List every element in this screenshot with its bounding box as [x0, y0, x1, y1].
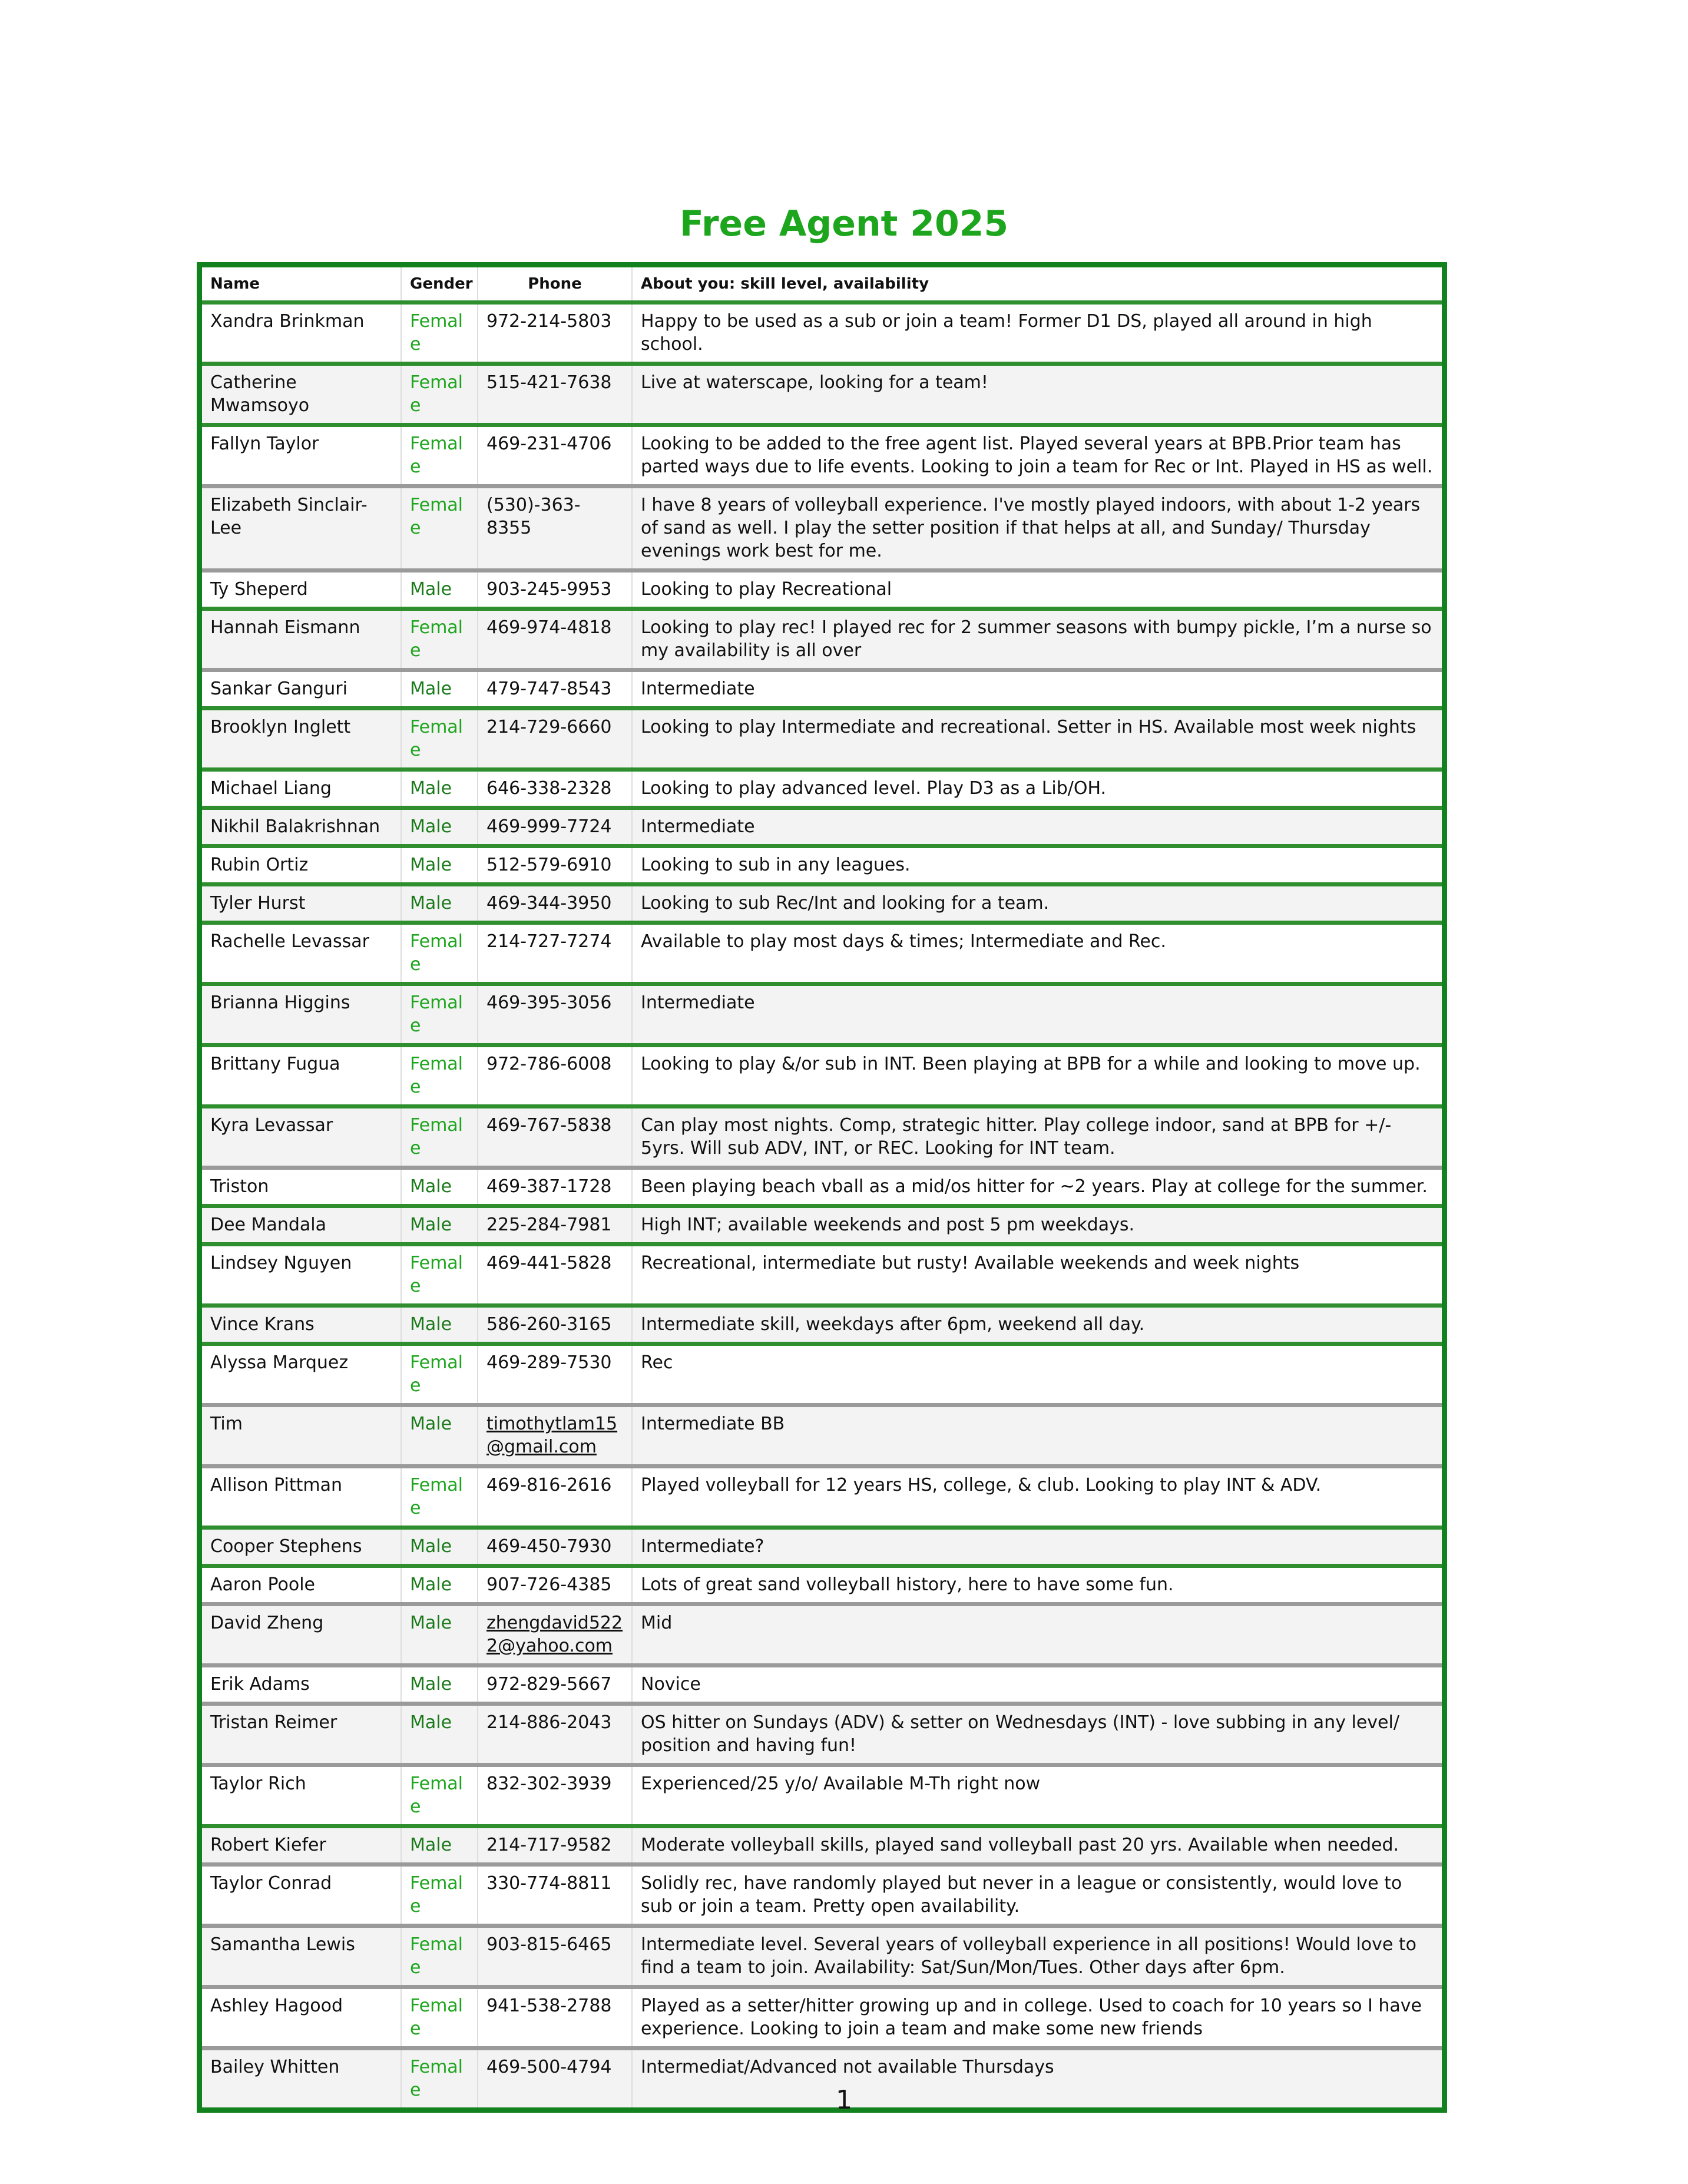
table-row	[202, 609, 1442, 670]
cell-gender: Male	[401, 1704, 478, 1765]
cell-about: Solidly rec, have randomly played but never in a league or consistently, would love to sub or join a team. Pretty open availability.	[632, 1865, 1442, 1926]
cell-email	[478, 1604, 632, 1666]
cell-about: Looking to play rec! I played rec for 2 summer seasons with bumpy pickle, I’m a nurse so my availability is all over	[632, 609, 1442, 670]
cell-gender: Female	[401, 609, 478, 670]
cell-name: Robert Kiefer	[202, 1826, 401, 1865]
cell-phone: 214-717-9582	[478, 1826, 632, 1865]
table-row	[202, 1765, 1442, 1826]
cell-phone: 907-726-4385	[478, 1566, 632, 1604]
cell-about: Can play most nights. Comp, strategic hitter. Play college indoor, sand at BPB for +/- 5yrs. Will sub ADV, INT, or REC. Looking for INT team.	[632, 1107, 1442, 1168]
table-row	[202, 1604, 1442, 1666]
cell-phone: 646-338-2328	[478, 770, 632, 808]
cell-about: Played as a setter/hitter growing up and in college. Used to coach for 10 years so I have experience. Looking to join a team and make some new friends	[632, 1987, 1442, 2049]
cell-gender: Female	[401, 303, 478, 364]
table-row	[202, 1826, 1442, 1865]
cell-about: Intermediate	[632, 670, 1442, 709]
cell-about: Intermediate BB	[632, 1405, 1442, 1467]
cell-phone: 479-747-8543	[478, 670, 632, 709]
cell-about: Happy to be used as a sub or join a team! Former D1 DS, played all around in high school.	[632, 303, 1442, 364]
table-row	[202, 487, 1442, 571]
table-row	[202, 1666, 1442, 1704]
cell-about: Looking to sub in any leagues.	[632, 846, 1442, 885]
cell-name: Ashley Hagood	[210, 1996, 343, 2016]
cell-gender: Female	[401, 364, 478, 425]
cell-phone: 214-727-7274	[478, 923, 632, 984]
cell-gender: Male	[401, 1604, 478, 1666]
cell-name: Catherine Mwamsoyo	[202, 364, 401, 425]
cell-gender: Male	[401, 846, 478, 885]
table-row	[202, 984, 1442, 1045]
cell-gender: Male	[401, 1168, 478, 1206]
cell-name: Tyler Hurst	[202, 885, 401, 923]
table-row	[202, 1528, 1442, 1566]
cell-phone: (530)-363-8355	[478, 487, 632, 571]
cell-phone: 515-421-7638	[478, 364, 632, 425]
cell-about: Novice	[632, 1666, 1442, 1704]
cell-gender: Male	[401, 1826, 478, 1865]
cell-name: Samantha Lewis	[202, 1926, 401, 1987]
table-row	[202, 923, 1442, 984]
cell-name: Erik Adams	[210, 1674, 310, 1695]
table-row	[202, 1045, 1442, 1107]
email-link[interactable]: zhengdavid5222@yahoo.com	[486, 1613, 623, 1656]
cell-phone: 469-387-1728	[478, 1168, 632, 1206]
cell-name: Cooper Stephens	[202, 1528, 401, 1566]
table-row	[202, 709, 1442, 770]
cell-phone: 832-302-3939	[478, 1765, 632, 1826]
cell-about: Intermediate level. Several years of volleyball experience in all positions! Would love to find a team to join. Availability: Sat/Sun/Mon/Tues. Other days after 6pm.	[632, 1926, 1442, 1987]
table-row	[202, 1704, 1442, 1765]
table-body	[202, 303, 1442, 2108]
table-row	[202, 1168, 1442, 1206]
page-title: Free Agent 2025	[679, 203, 1009, 244]
table-row	[202, 1926, 1442, 1987]
cell-name: Ty Sheperd	[210, 579, 308, 600]
cell-name: Elizabeth Sinclair-Lee	[202, 487, 401, 571]
cell-gender: Female	[401, 2049, 478, 2108]
cell-gender: Female	[401, 1926, 478, 1987]
cell-phone: 972-214-5803	[478, 303, 632, 364]
cell-phone: 512-579-6910	[478, 846, 632, 885]
cell-about: OS hitter on Sundays (ADV) & setter on Wednesdays (INT) - love subbing in any level/ position and having fun!	[632, 1704, 1442, 1765]
table-row	[202, 1865, 1442, 1926]
cell-gender: Male	[401, 1206, 478, 1245]
cell-about: Looking to play &/or sub in INT. Been playing at BPB for a while and looking to move up.	[632, 1045, 1442, 1107]
cell-gender: Female	[401, 1987, 478, 2049]
table-header-row	[202, 267, 1442, 303]
cell-about: Moderate volleyball skills, played sand volleyball past 20 yrs. Available when needed.	[632, 1826, 1442, 1865]
cell-phone: 214-729-6660	[478, 709, 632, 770]
cell-gender: Female	[401, 487, 478, 571]
table-row	[202, 303, 1442, 364]
table-row	[202, 1467, 1442, 1528]
table-row	[202, 1987, 1442, 2049]
cell-gender: Female	[401, 1245, 478, 1306]
cell-gender: Female	[401, 923, 478, 984]
table-row	[202, 846, 1442, 885]
cell-name: Dee Mandala	[202, 1206, 401, 1245]
cell-about: Intermediat/Advanced not available Thursdays	[632, 2049, 1442, 2108]
cell-name: Rubin Ortiz	[210, 855, 309, 875]
cell-phone: 469-289-7530	[478, 1344, 632, 1405]
table-row	[202, 670, 1442, 709]
table-row	[202, 1566, 1442, 1604]
cell-about: Experienced/25 y/o/ Available M-Th right now	[632, 1765, 1442, 1826]
cell-phone: 469-441-5828	[478, 1245, 632, 1306]
cell-about: Lots of great sand volleyball history, here to have some fun.	[632, 1566, 1442, 1604]
cell-phone: 469-344-3950	[478, 885, 632, 923]
cell-phone: 469-231-4706	[478, 425, 632, 487]
page-number: 1	[836, 2085, 852, 2115]
cell-about: Intermediate	[632, 984, 1442, 1045]
cell-phone: 469-999-7724	[478, 808, 632, 846]
cell-name: Vince Krans	[202, 1306, 401, 1344]
cell-about: Intermediate?	[632, 1528, 1442, 1566]
cell-name: Taylor Conrad	[210, 1873, 332, 1894]
cell-about: Mid	[632, 1604, 1442, 1666]
cell-about: Rec	[632, 1344, 1442, 1405]
table-row	[202, 1245, 1442, 1306]
cell-gender: Female	[401, 1107, 478, 1168]
cell-phone: 586-260-3165	[478, 1306, 632, 1344]
cell-name: Brianna Higgins	[202, 984, 401, 1045]
cell-phone: 469-974-4818	[478, 609, 632, 670]
cell-gender: Male	[401, 1666, 478, 1704]
cell-name: Kyra Levassar	[202, 1107, 401, 1168]
cell-about: Recreational, intermediate but rusty! Available weekends and week nights	[632, 1245, 1442, 1306]
column-header-gender: Gender	[401, 267, 478, 303]
cell-phone: 941-538-2788	[478, 1987, 632, 2049]
cell-phone: 972-786-6008	[478, 1045, 632, 1107]
table-row	[202, 1405, 1442, 1467]
cell-about: Looking to play Intermediate and recreational. Setter in HS. Available most week nights	[632, 709, 1442, 770]
cell-gender: Male	[401, 670, 478, 709]
cell-gender: Male	[401, 1405, 478, 1467]
cell-gender: Female	[401, 425, 478, 487]
cell-about: Looking to play advanced level. Play D3 as a Lib/OH.	[632, 770, 1442, 808]
cell-name: Alyssa Marquez	[210, 1352, 349, 1373]
email-link[interactable]: timothytlam15@gmail.com	[486, 1414, 618, 1457]
table-row	[202, 1206, 1442, 1245]
cell-about: Looking to play Recreational	[632, 571, 1442, 609]
cell-about: Been playing beach vball as a mid/os hitter for ~2 years. Play at college for the summer.	[632, 1168, 1442, 1206]
cell-phone: 214-886-2043	[478, 1704, 632, 1765]
cell-name: Hannah Eismann	[202, 609, 401, 670]
cell-about: Available to play most days & times; Intermediate and Rec.	[632, 923, 1442, 984]
cell-name: David Zheng	[202, 1604, 401, 1666]
table-row	[202, 1344, 1442, 1405]
cell-name: Brittany Fugua	[210, 1054, 340, 1074]
cell-name: Tristan Reimer	[202, 1704, 401, 1765]
cell-phone: 903-245-9953	[478, 571, 632, 609]
column-header-phone: Phone	[478, 267, 632, 303]
cell-phone: 469-500-4794	[478, 2049, 632, 2108]
cell-phone: 469-767-5838	[478, 1107, 632, 1168]
cell-gender: Female	[401, 1344, 478, 1405]
cell-name: Taylor Rich	[210, 1773, 306, 1794]
cell-name: Fallyn Taylor	[210, 434, 319, 454]
cell-phone: 469-395-3056	[478, 984, 632, 1045]
cell-gender: Female	[401, 1865, 478, 1926]
column-header-about: About you: skill level, availability	[632, 267, 1442, 303]
cell-gender: Male	[401, 885, 478, 923]
cell-about: Live at waterscape, looking for a team!	[632, 364, 1442, 425]
cell-phone: 972-829-5667	[478, 1666, 632, 1704]
cell-name: Aaron Poole	[210, 1574, 316, 1595]
cell-name: Nikhil Balakrishnan	[202, 808, 401, 846]
cell-name: Xandra Brinkman	[210, 311, 365, 332]
table-row	[202, 364, 1442, 425]
cell-name: Sankar Ganguri	[210, 679, 347, 699]
cell-about: Intermediate skill, weekdays after 6pm, weekend all day.	[632, 1306, 1442, 1344]
cell-name: Tim	[202, 1405, 401, 1467]
cell-about: Played volleyball for 12 years HS, college, & club. Looking to play INT & ADV.	[632, 1467, 1442, 1528]
table-row	[202, 808, 1442, 846]
cell-gender: Female	[401, 1765, 478, 1826]
table-row	[202, 571, 1442, 609]
cell-gender: Male	[401, 571, 478, 609]
free-agent-table	[197, 262, 1447, 2113]
cell-gender: Female	[401, 1467, 478, 1528]
cell-gender: Female	[401, 984, 478, 1045]
cell-name: Bailey Whitten	[202, 2049, 401, 2108]
cell-name: Brooklyn Inglett	[202, 709, 401, 770]
cell-name: Lindsey Nguyen	[210, 1253, 352, 1273]
cell-gender: Female	[401, 1045, 478, 1107]
cell-about: Looking to be added to the free agent list. Played several years at BPB.Prior team has parted ways due to life events. Looking to join a team for Rec or Int. Played in HS as well.	[632, 425, 1442, 487]
cell-name: Michael Liang	[210, 778, 332, 799]
cell-phone: 903-815-6465	[478, 1926, 632, 1987]
column-header-name: Name	[210, 275, 260, 293]
cell-about: I have 8 years of volleyball experience. I've mostly played indoors, with about 1-2 years of sand as well. I play the setter position if that helps at all, and Sunday/ Thursday evenings work best for me.	[632, 487, 1442, 571]
table-row	[202, 885, 1442, 923]
cell-gender: Male	[401, 1528, 478, 1566]
cell-gender: Male	[401, 808, 478, 846]
cell-name: Allison Pittman	[210, 1475, 342, 1495]
cell-about: High INT; available weekends and post 5 pm weekdays.	[632, 1206, 1442, 1245]
cell-phone: 330-774-8811	[478, 1865, 632, 1926]
cell-about: Looking to sub Rec/Int and looking for a team.	[632, 885, 1442, 923]
cell-gender: Male	[401, 770, 478, 808]
cell-gender: Male	[401, 1306, 478, 1344]
cell-about: Intermediate	[632, 808, 1442, 846]
cell-email	[478, 1405, 632, 1467]
table-row	[202, 770, 1442, 808]
cell-name: Triston	[210, 1176, 269, 1197]
cell-phone: 469-450-7930	[478, 1528, 632, 1566]
cell-phone: 225-284-7981	[478, 1206, 632, 1245]
table-row	[202, 1107, 1442, 1168]
cell-name: Rachelle Levassar	[210, 931, 369, 952]
table-row	[202, 1306, 1442, 1344]
cell-phone: 469-816-2616	[478, 1467, 632, 1528]
cell-gender: Male	[401, 1566, 478, 1604]
table-row	[202, 425, 1442, 487]
cell-gender: Female	[401, 709, 478, 770]
